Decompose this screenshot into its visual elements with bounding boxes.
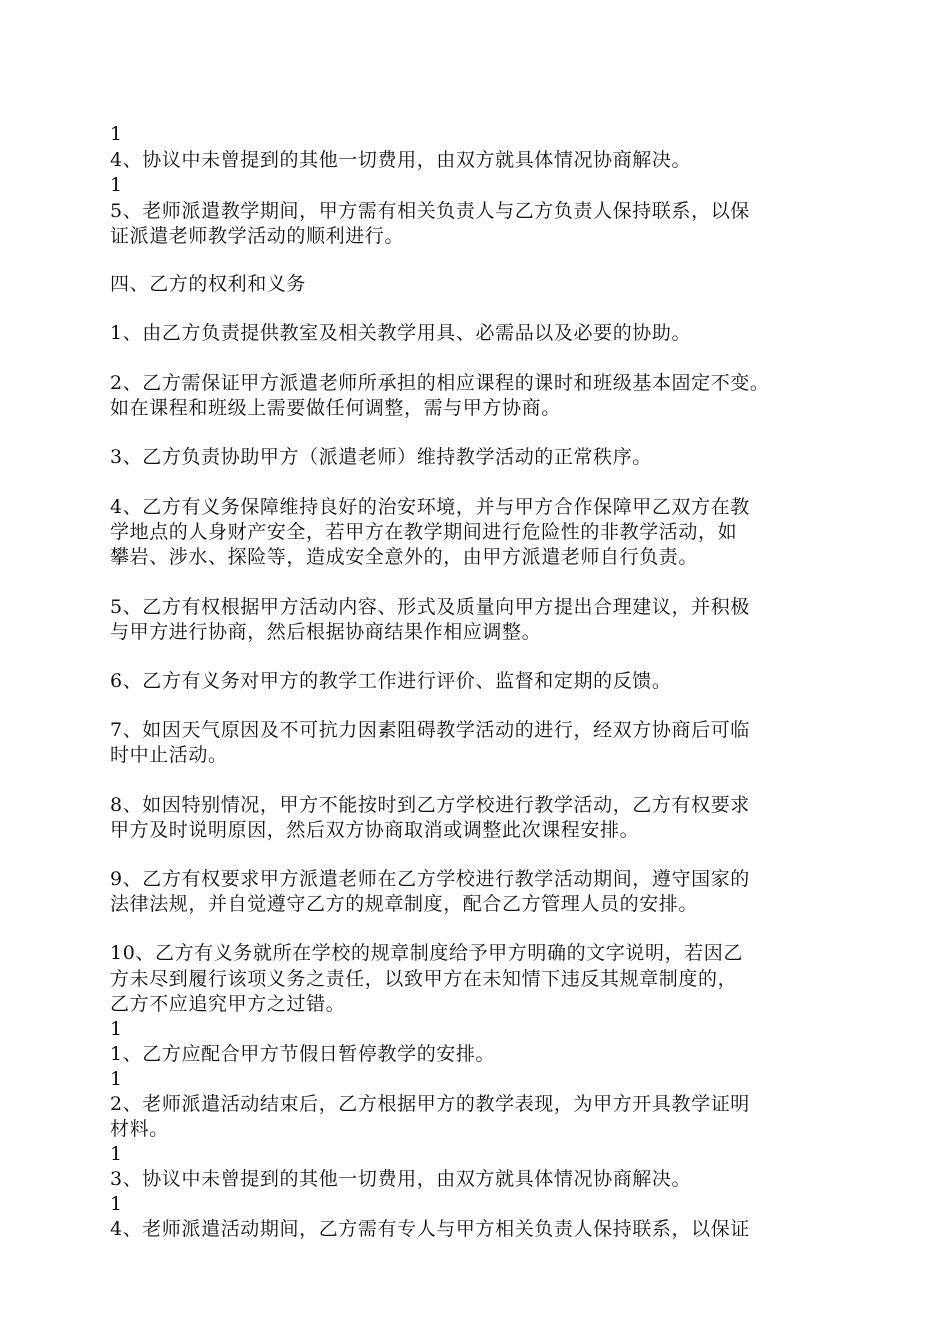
text-line: 8、如因特别情况，甲方不能按时到乙方学校进行教学活动，乙方有权要求 bbox=[110, 794, 750, 816]
text-line: 3、乙方负责协助甲方（派遣老师）维持教学活动的正常秩序。 bbox=[110, 446, 652, 468]
text-line: 1 bbox=[110, 174, 123, 196]
text-line: 5、老师派遣教学期间，甲方需有相关负责人与乙方负责人保持联系，以保 bbox=[110, 200, 750, 222]
text-line: 时中止活动。 bbox=[110, 744, 228, 766]
text-line: 2、乙方需保证甲方派遣老师所承担的相应课程的课时和班级基本固定不变。 bbox=[110, 372, 770, 394]
text-line: 学地点的人身财产安全，若甲方在教学期间进行危险性的非教学活动，如 bbox=[110, 521, 738, 543]
text-line: 4、乙方有义务保障维持良好的治安环境，并与甲方合作保障甲乙双方在教 bbox=[110, 496, 750, 518]
text-line: 1 bbox=[110, 1018, 123, 1040]
section-heading: 四、乙方的权利和义务 bbox=[110, 273, 307, 295]
text-line: 1、由乙方负责提供教室及相关教学用具、必需品以及必要的协助。 bbox=[110, 322, 692, 344]
text-line: 攀岩、涉水、探险等，造成安全意外的，由甲方派遣老师自行负责。 bbox=[110, 546, 699, 568]
text-line: 7、如因天气原因及不可抗力因素阻碍教学活动的进行，经双方协商后可临 bbox=[110, 719, 750, 741]
text-line: 法律法规，并自觉遵守乙方的规章制度，配合乙方管理人员的安排。 bbox=[110, 893, 699, 915]
text-line: 4、老师派遣活动期间，乙方需有专人与甲方相关负责人保持联系，以保证 bbox=[110, 1218, 750, 1240]
text-line: 2、老师派遣活动结束后，乙方根据甲方的教学表现，为甲方开具教学证明 bbox=[110, 1093, 750, 1115]
text-line: 1 bbox=[110, 1193, 123, 1215]
text-line: 3、协议中未曾提到的其他一切费用，由双方就具体情况协商解决。 bbox=[110, 1168, 692, 1190]
text-line: 方未尽到履行该项义务之责任，以致甲方在未知情下违反其规章制度的， bbox=[110, 968, 738, 990]
text-line: 1 bbox=[110, 1068, 123, 1090]
text-line: 甲方及时说明原因，然后双方协商取消或调整此次课程安排。 bbox=[110, 819, 640, 841]
text-line: 4、协议中未曾提到的其他一切费用，由双方就具体情况协商解决。 bbox=[110, 149, 692, 171]
text-line: 1 bbox=[110, 123, 123, 145]
text-line: 10、乙方有义务就所在学校的规章制度给予甲方明确的文字说明，若因乙 bbox=[110, 942, 743, 964]
text-line: 与甲方进行协商，然后根据协商结果作相应调整。 bbox=[110, 621, 542, 643]
text-line: 6、乙方有义务对甲方的教学工作进行评价、监督和定期的反馈。 bbox=[110, 670, 672, 692]
text-line: 如在课程和班级上需要做任何调整，需与甲方协商。 bbox=[110, 397, 561, 419]
text-line: 乙方不应追究甲方之过错。 bbox=[110, 993, 346, 1015]
text-line: 1 bbox=[110, 1143, 123, 1165]
text-line: 9、乙方有权要求甲方派遣老师在乙方学校进行教学活动期间，遵守国家的 bbox=[110, 868, 750, 890]
text-line: 证派遣老师教学活动的顺利进行。 bbox=[110, 225, 405, 247]
text-line: 5、乙方有权根据甲方活动内容、形式及质量向甲方提出合理建议，并积极 bbox=[110, 596, 750, 618]
text-line: 材料。 bbox=[110, 1118, 169, 1140]
text-line: 1、乙方应配合甲方节假日暂停教学的安排。 bbox=[110, 1043, 496, 1065]
